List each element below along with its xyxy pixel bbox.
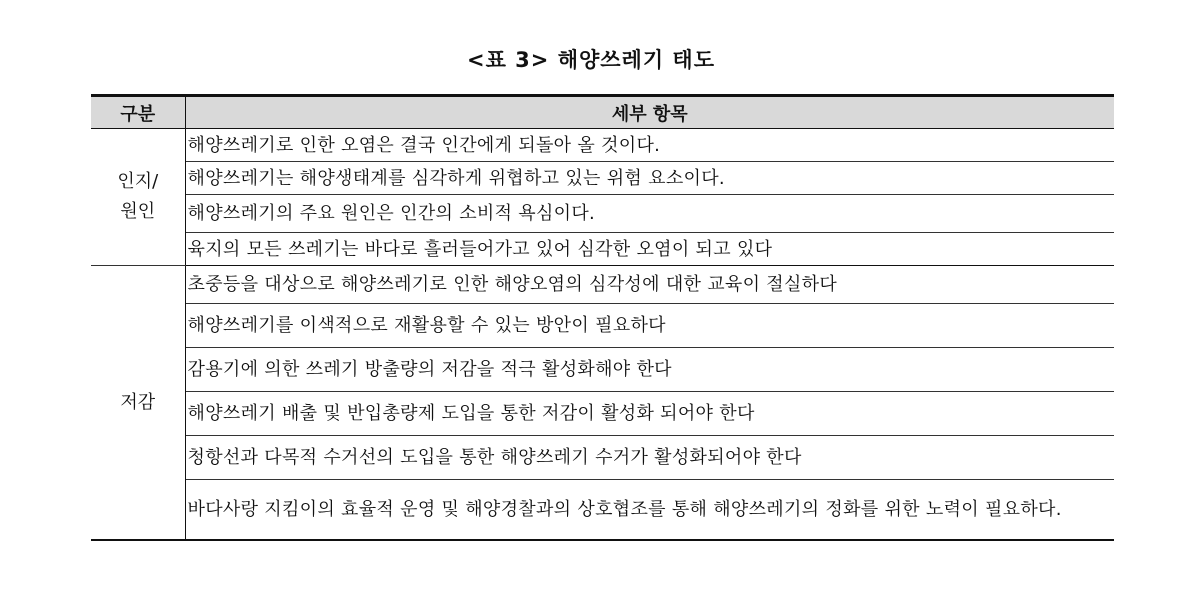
item-cell: 육지의 모든 쓰레기는 바다로 흘러들어가고 있어 심각한 오염이 되고 있다 xyxy=(185,233,1114,266)
table-row xyxy=(91,304,1114,348)
table-header-row xyxy=(91,96,1114,129)
item-cell: 해양쓰레기를 이색적으로 재활용할 수 있는 방안이 필요하다 xyxy=(185,304,1114,348)
table-row xyxy=(91,392,1114,436)
table-row xyxy=(91,195,1114,233)
item-cell: 청항선과 다목적 수거선의 도입을 통한 해양쓰레기 수거가 활성화되어야 한다 xyxy=(185,436,1114,480)
header-detail: 세부 항목 xyxy=(185,96,1114,129)
item-cell: 해양쓰레기는 해양생태계를 심각하게 위협하고 있는 위험 요소이다. xyxy=(185,162,1114,195)
table-row xyxy=(91,348,1114,392)
item-cell: 초중등을 대상으로 해양쓰레기로 인한 해양오염의 심각성에 대한 교육이 절실하다 xyxy=(185,266,1114,304)
table-title: <표 3> 해양쓰레기 태도 xyxy=(466,48,716,72)
item-cell: 감용기에 의한 쓰레기 방출량의 저감을 적극 활성화해야 한다 xyxy=(185,348,1114,392)
item-cell: 해양쓰레기의 주요 원인은 인간의 소비적 욕심이다. xyxy=(185,195,1114,233)
table-row xyxy=(91,480,1114,541)
category-cell-awareness: 인지/ 원인 xyxy=(91,129,185,266)
table-row xyxy=(91,162,1114,195)
item-cell: 해양쓰레기 배출 및 반입총량제 도입을 통한 저감이 활성화 되어야 한다 xyxy=(185,392,1114,436)
category-cell-reduction: 저감 xyxy=(91,266,185,541)
item-cell: 해양쓰레기로 인한 오염은 결국 인간에게 되돌아 올 것이다. xyxy=(185,129,1114,162)
table-row xyxy=(91,129,1114,162)
item-cell: 바다사랑 지킴이의 효율적 운영 및 해양경찰과의 상호협조를 통해 해양쓰레기의 정화를 위한 노력이 필요하다. xyxy=(185,480,1114,541)
table-row xyxy=(91,266,1114,304)
table-row xyxy=(91,233,1114,266)
table-row xyxy=(91,436,1114,480)
attitude-table xyxy=(91,94,1114,541)
header-category: 구분 xyxy=(91,96,185,129)
